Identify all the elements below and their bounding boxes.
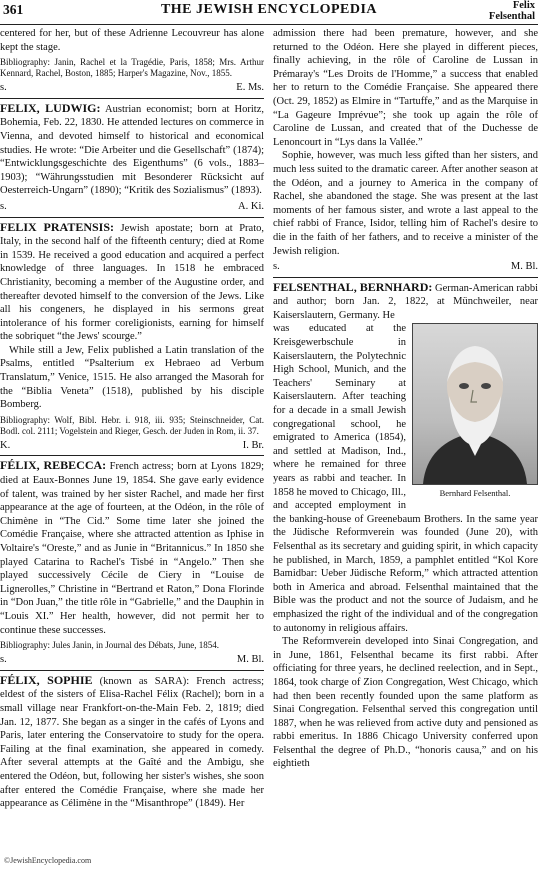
divider	[0, 217, 264, 218]
page-number: 361	[3, 2, 24, 17]
bibliography: Bibliography: Janin, Rachel et la Tragédie, Paris, 1858; Mrs. Arthur Kennard, Rachel, Boston, 1885; Harper's Magazine, Nov., 1855.	[0, 57, 264, 79]
headword-alias: (known as SARA):	[99, 675, 190, 687]
headword: FELIX, LUDWIG:	[0, 100, 101, 115]
entry-text: German-American rabbi and author; born Jan. 2, 1822, at Münchweiler, near Kaiserslautern, Germany. He	[273, 282, 538, 321]
entry-felix-pratensis	[0, 221, 264, 344]
signature-code: K.	[0, 439, 11, 451]
running-head-first: Felix	[512, 0, 535, 11]
signature-code: s.	[273, 261, 280, 273]
entry-text: Jewish apostate; born at Prato, Italy, in the second half of the fifteenth century; died at Rome in 1539. He received a good education and acquired a perfect knowledge of three languages. In 1518 he embraced Christianity, becoming a member of the Augustine order, and thereafter devoted himself to the conversion of the Jews. Like all his congeners, he displayed in his sermons great intolerance of his former coreligionists, earning for himself the sobriquet “the Jews' scourge.”	[0, 222, 265, 343]
signature-code: s.	[0, 654, 7, 666]
headword: FELSENTHAL, BERNHARD:	[273, 279, 433, 294]
right-column	[273, 27, 538, 771]
paragraph: centered for her, but of these Adrienne Lecouvreur has alone kept the stage.	[0, 28, 264, 53]
entry-text: French actress; born at Lyons 1829; died at Eaux-Bonnes June 19, 1854. She gave early evidence of talent, was trained by her sister Rachel, and made her first appearance at the age of fourteen, at the Odéon, in the rôle of Chimène in “The Cid.” Some time later she joined the Comédie Française, where she attracted attention as Iphise in Voltaire's “Oreste,” and as Junie in “Britannicus.” In 1850 she played Catarina to Rachel's Tisbé in “Angelo.” Then she played successively Cécile de Ciery in “Louise de Lignerolles,” Christine in “Bertrand et Raton,” Dona Florinde in “Don Juan,” the title rôle in “Gabrielle,” and the Dauphin in “Louis XI.” Her health, however, did not permit her to continue these successes.	[0, 461, 264, 636]
portrait-image	[412, 323, 538, 485]
paragraph: The Reformverein developed into Sinai Congregation, and in June, 1861, Felsenthal became its first rabbi. After officiating for three years, he declined reelection, and in Sept., 1864, took charge of Zion Congregation, West Chicago, which had then been recently founded upon the same platform as Sinai Congregation. Felsenthal served this congregation until 1887, when he was relieved from active duty and pensioned as rabbi emeritus. In 1886 Chicago University conferred upon Felsenthal the degree of Ph.D., “honoris causa,” and on his eightieth	[273, 636, 538, 770]
author-signature	[273, 260, 538, 274]
paragraph: admission there had been premature, however, and she returned to the Odéon. Here she played in different pieces, finally achieving, in the rôle of Caroline de Lussan in Prémaray's “Les Droits de l'Homme,” a success that enabled her to return to the Comédie Française. She appeared there (Oct. 29, 1852) as Elmire in “Tartuffe,” and as the Marquise in “La Gageure Imprévue”; she took up again the rôle of Caroline de Lussan, and created that of the Duchesse de Lenoncourt in “Lys dans la Vallée.”	[273, 28, 538, 148]
divider	[0, 455, 264, 456]
author-signature	[0, 81, 264, 95]
author-signature	[0, 200, 264, 214]
entry-felix-sophie	[0, 674, 264, 811]
bibliography: Bibliography: Wolf, Bibl. Hebr. i. 918, iii. 935; Steinschneider, Cat. Bodl. col. 2111; Vogelstein and Rieger, Gesch. der Juden in Rom, ii. 37.	[0, 414, 264, 436]
bibliography: Bibliography: Jules Janin, in Journal des Débats, June, 1854.	[0, 640, 219, 651]
headword: FÉLIX, REBECCA:	[0, 458, 107, 473]
paragraph: was educated at the Kreisgewerbschule in Kaiserslautern, the Polytechnic High School, Munich, and the Teachers' Seminary at Kaiserslautern. After teaching for a decade in a small Jewish congregational school, he emigrated to America (1854), and settled at Madison, Ind., where he remained for three years as rabbi and teacher. In 1858 he moved to Chicago, Ill., and accepted employment in the banking-house of Greenebaum Brothers. In the same year the Jüdische Reformverein was founded (June 20), with Felsenthal as its secretary and guiding spirit, in which capacity he published, in March, 1859, a pamphlet entitled “Kol Kore Bamidbar: Ueber Jüdische Reform,” which attracted attention both in America and abroad. Felsenthal maintained that the Bible was the product and not the source of Judaism, and he emphasized the right of the individual and of the congregation to autonomy in religious affairs.	[273, 323, 538, 634]
signature-initials: M. Bl.	[236, 654, 264, 666]
divider	[0, 670, 264, 671]
page-header	[0, 0, 538, 25]
divider	[0, 98, 264, 99]
paragraph: While still a Jew, Felix published a Latin translation of the Psalms, entitled “Psalterium ex Hebraeo ad Verbum Translatum,” Venice, 1515. He also arranged the Masorah for the “Biblia Veneta” (1518), published by his disciple Bomberg.	[0, 344, 264, 411]
signature-initials: M. Bl.	[510, 261, 538, 273]
portrait-illustration	[413, 324, 537, 484]
entry-felsenthal-intro	[273, 281, 538, 323]
headword: FELIX PRATENSIS:	[0, 219, 115, 234]
paragraph: Sophie, however, was much less gifted than her sisters, and much less suited to the dramatic career. After another season at the Odéon, and a journey to America in the company of Rachel, she abandoned the stage. She was present at the last moments of her famous sister, and wrote a last appeal to the chief rabbi of France, Isidor, telling him of Rachel's desire to die in the faith of her fathers, and to receive a minister of the Jewish religion.	[273, 150, 538, 257]
running-head-last: Felsenthal	[488, 11, 535, 22]
portrait-caption: Bernhard Felsenthal.	[439, 488, 511, 499]
entry-text: French actress; eldest of the sisters of Elisa-Rachel Félix (Rachel); born in a small village near Frankfort-on-the-Main Feb. 2, 1819; died Jan. 12, 1877. She began as a singer in the cafés of Lyons and Paris, later entering the Conservatoire to study for the opera. Failing at the final examination, she appeared in comedy. After several attempts at the Gaîté and the Ambigu, she entered the Odéon, but, following her sister's wishes, she soon after entered the Comédie Française, where she made her appearance as Célimène in the “Misanthrope” (1849). Her	[0, 675, 265, 810]
signature-code: s.	[0, 82, 7, 94]
entry-felix-ludwig	[0, 102, 264, 198]
running-title: THE JEWISH ENCYCLOPEDIA	[160, 2, 378, 17]
signature-initials: I. Br.	[242, 439, 264, 451]
signature-initials: A. Ki.	[238, 200, 264, 212]
running-head	[489, 0, 535, 22]
portrait-figure	[412, 323, 538, 501]
entry-text: Austrian economist; born at Horitz, Bohemia, Feb. 22, 1830. He attended lectures on commerce in Vienna, and devoted himself to historical and economical studies. He wrote: “Die Arbeiter und die Gesellschaft” (1874); “Entwicklungsgeschichte des Eigenthums” (6 vols., 1883–1903); “Währungsstudien mit Besonderer Rücksicht auf Oesterreich-Ungarn” (1890); “Kritik des Sozialismus” (1893).	[0, 103, 265, 197]
author-signature	[0, 439, 264, 453]
signature-initials: E. Ms.	[236, 82, 264, 94]
entry-felix-rebecca	[0, 459, 264, 637]
divider	[273, 277, 538, 278]
copyright-footer: ©JewishEncyclopedia.com	[4, 856, 92, 865]
signature-code: s.	[0, 200, 7, 212]
left-column	[0, 27, 264, 811]
author-signature	[0, 653, 264, 667]
headword: FÉLIX, SOPHIE	[0, 672, 93, 687]
